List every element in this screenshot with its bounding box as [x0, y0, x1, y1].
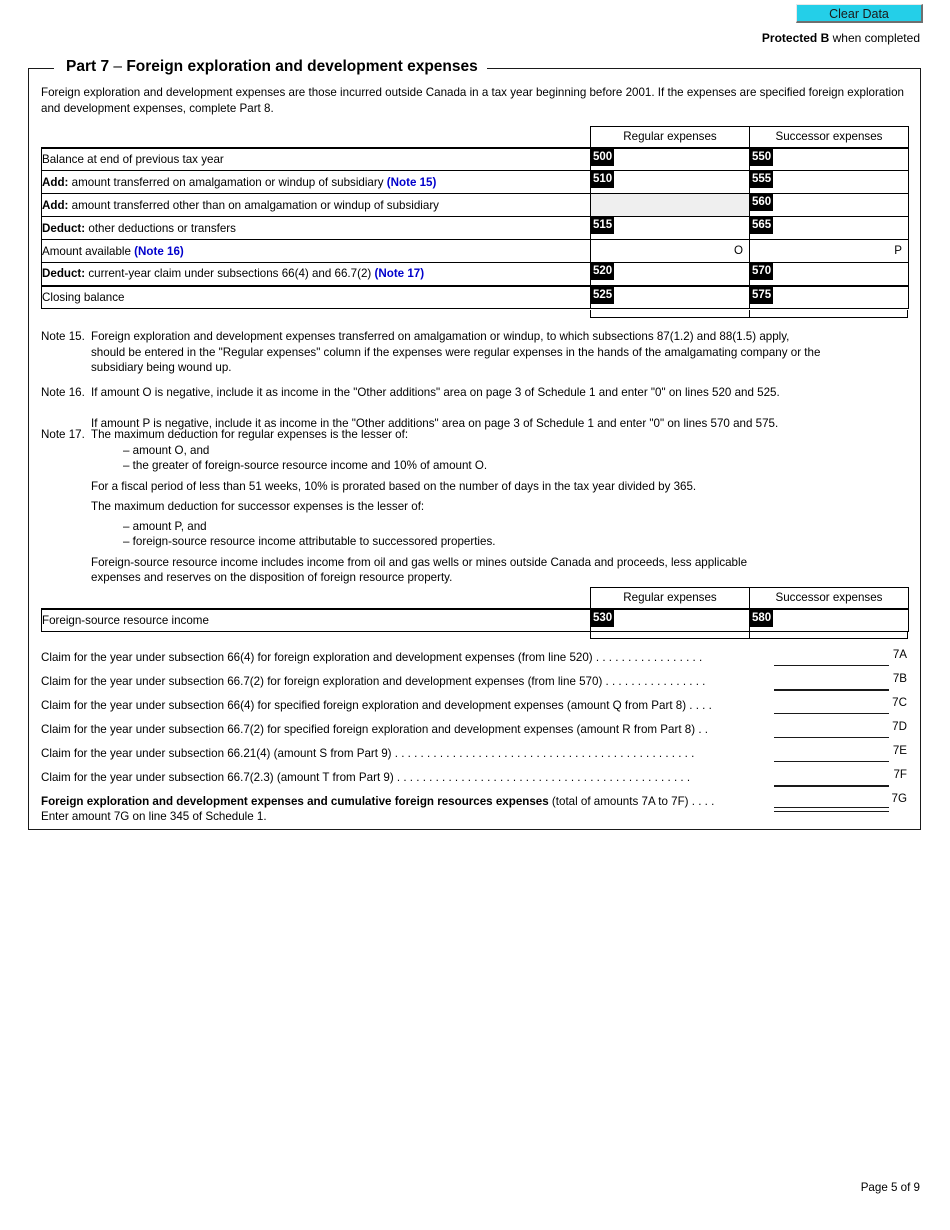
amount-letter-O: O [733, 244, 743, 257]
note-17-bullet-1: – amount O, and [123, 443, 210, 457]
claim-line-7B [41, 672, 907, 699]
claim-line-7D [41, 720, 907, 747]
row-label-text: amount transferred on amalgamation or windup of subsidiary [68, 175, 387, 189]
claim-code-7D: 7D [892, 720, 907, 733]
claim-label: Claim for the year under subsection 66.7(2.3) (amount T from Part 9) [41, 771, 394, 784]
note-17-body [91, 427, 911, 586]
claim-amount-input-7C[interactable] [774, 713, 889, 714]
claim-text [41, 651, 702, 664]
table-row [42, 194, 909, 217]
note-17-line-1: The maximum deduction for regular expenses is the lesser of: [91, 428, 409, 441]
line-code-520: 520 [591, 263, 614, 280]
line-code-565: 565 [750, 217, 773, 234]
amount-field-525[interactable] [591, 286, 750, 309]
table-row [42, 148, 909, 171]
foreign-source-income-table [41, 587, 909, 632]
note-15-line-1: Foreign exploration and development expenses transferred on amalgamation or windup, to which subsections 87(1.2) and 88(1.5) apply, [91, 330, 790, 343]
amount-field-530[interactable] [591, 609, 750, 632]
note-17-bullet-4: – foreign-source resource income attributable to successored properties. [123, 535, 496, 548]
amount-field-565[interactable] [750, 217, 909, 240]
claim-dots: . . . . [686, 699, 712, 712]
claim-label: Claim for the year under subsection 66.21(4) (amount S from Part 9) [41, 747, 392, 760]
row-label-prefix: Add: [42, 175, 69, 189]
line-code-580: 580 [750, 610, 773, 627]
table-row [42, 240, 909, 263]
note-16-line-1: If amount O is negative, include it as income in the "Other additions" area on page 3 of Schedule 1 and enter "0" on lines 520 and 525. [91, 386, 780, 399]
line-code-560: 560 [750, 194, 773, 211]
claim-dots: . . . . . . . . . . . . . . . . . . . . . . . . . . . . . . . . . . . . . . . . . . . . . . . [391, 747, 695, 760]
claim-amount-input-7B[interactable] [774, 689, 889, 691]
note-16-body [91, 385, 911, 432]
note-15-body [91, 329, 911, 376]
claim-dots: . . . . . . . . . . . . . . . . [602, 675, 706, 688]
protected-b-label: Protected B [761, 31, 830, 45]
claim-code-7C: 7C [892, 696, 907, 709]
note-17-bullet-2: – the greater of foreign-source resource income and 10% of amount O. [123, 459, 488, 472]
income-table-shadow [590, 631, 908, 639]
table-row [42, 217, 909, 240]
row-label-text: amount transferred other than on amalgamation or windup of subsidiary [68, 198, 439, 212]
row-label-text: other deductions or transfers [85, 221, 236, 235]
row-label-foreign-source-income [42, 609, 591, 632]
note-link-16[interactable]: (Note 16) [134, 244, 184, 258]
expenses-table-shadow [590, 310, 908, 318]
claim-text [41, 771, 690, 784]
claim-label-rest: (total of amounts 7A to 7F) [548, 795, 689, 808]
row-label-deduct-other [42, 217, 591, 240]
row-label-prefix: Add: [42, 198, 69, 212]
amount-field-575[interactable] [750, 286, 909, 309]
note-15-line-3: subsidiary being wound up. [91, 361, 232, 374]
part-7-intro: Foreign exploration and development expenses are those incurred outside Canada in a tax year beginning before 2001. If the expenses are specified foreign exploration and development expenses, complete Part 8. [41, 86, 905, 115]
line-code-510: 510 [591, 171, 614, 188]
note-17-line-5: expenses and reserves on the disposition of foreign resource property. [91, 571, 453, 584]
amount-letter-P: P [894, 244, 902, 257]
amount-field-O [591, 240, 750, 263]
income-header-spacer [42, 588, 591, 609]
claim-code-7B: 7B [892, 672, 907, 685]
claim-dots: . . . . [688, 795, 715, 808]
note-16-label: Note 16. [41, 386, 85, 399]
claim-amount-input-7G[interactable] [774, 807, 889, 812]
claim-line-7F [41, 768, 907, 795]
claim-code-7F: 7F [893, 768, 907, 781]
amount-field-515[interactable] [591, 217, 750, 240]
note-17-line-4: Foreign-source resource income includes income from oil and gas wells or mines outside Canada and proceeds, less applicable [91, 555, 748, 569]
amount-field-560[interactable] [750, 194, 909, 217]
claim-7G-instruction: Enter amount 7G on line 345 of Schedule 1. [41, 810, 267, 823]
table-header-row [42, 127, 909, 148]
claim-code-7E: 7E [892, 744, 907, 757]
note-link-15[interactable]: (Note 15) [386, 175, 437, 189]
line-code-530: 530 [591, 610, 614, 627]
line-code-525: 525 [591, 287, 614, 304]
note-17-line-2: For a fiscal period of less than 51 weeks, 10% is prorated based on the number of days in the tax year divided by 365. [91, 479, 697, 493]
income-column-header-successor: Successor expenses [750, 588, 909, 609]
claim-code-7A: 7A [892, 648, 907, 661]
claim-line-7G-total [41, 792, 907, 831]
expenses-table [41, 126, 909, 309]
amount-field-550[interactable] [750, 148, 909, 171]
shadow-divider [749, 631, 750, 638]
note-16-gap [91, 401, 911, 417]
claim-text [41, 795, 714, 808]
table-row [42, 171, 909, 194]
claim-line-7E [41, 744, 907, 771]
protected-b-notice [762, 31, 920, 45]
note-15-label: Note 15. [41, 330, 85, 343]
table-row [42, 286, 909, 309]
amount-field-570[interactable] [750, 263, 909, 286]
header-spacer [42, 127, 591, 148]
claim-line-7A [41, 648, 907, 675]
income-column-header-regular: Regular expenses [591, 588, 750, 609]
part-title-dash: – [113, 58, 123, 75]
part-title-text: Foreign exploration and development expenses [122, 58, 478, 75]
claim-text [41, 675, 705, 688]
row-label-add-other [42, 194, 591, 217]
note-17-label: Note 17. [41, 428, 85, 441]
amount-field-P [750, 240, 909, 263]
row-label-amount-available [42, 240, 591, 263]
row-label-text: Amount available [42, 244, 135, 258]
claim-code-7G: 7G [891, 792, 907, 805]
row-label-text: Balance at end of previous tax year [42, 152, 224, 166]
line-code-550: 550 [750, 149, 773, 166]
row-label-closing-balance [42, 286, 591, 309]
amount-field-555[interactable] [750, 171, 909, 194]
claim-text [41, 723, 708, 736]
row-label-text: Foreign-source resource income [42, 613, 209, 627]
row-label-deduct-current-year [42, 263, 591, 286]
clear-data-button[interactable]: Clear Data [796, 4, 923, 23]
note-17 [41, 427, 911, 586]
part-number: Part 7 [66, 58, 114, 75]
claim-label: Claim for the year under subsection 66.7(2) for foreign exploration and development expenses (from line 570) [41, 675, 603, 688]
part-7-title [62, 58, 482, 76]
note-15 [41, 329, 911, 376]
line-code-500: 500 [591, 149, 614, 166]
claim-dots: . . . . . . . . . . . . . . . . . . . . . . . . . . . . . . . . . . . . . . . . . . . . . . [393, 771, 691, 784]
protected-b-suffix: when completed [829, 31, 920, 45]
claim-label: Claim for the year under subsection 66(4) for foreign exploration and development expenses (from line 520) [41, 651, 593, 664]
row-label-prefix: Deduct: [42, 267, 86, 281]
amount-field-520[interactable] [591, 263, 750, 286]
row-label-add-amalgamation [42, 171, 591, 194]
claim-label-bold: Foreign exploration and development expenses and cumulative foreign resources expenses [41, 795, 549, 808]
row-label-text: Closing balance [42, 290, 125, 304]
note-15-line-2: should be entered in the "Regular expenses" column if the expenses were regular expenses in the hands of the amalgamating company or the [91, 345, 821, 359]
shadow-divider [749, 310, 750, 317]
line-code-570: 570 [750, 263, 773, 280]
amount-field-regular-disabled [591, 194, 750, 217]
note-16-line-2: If amount P is negative, include it as income in the "Other additions" area on page 3 of Schedule 1 and enter "0" on lines 570 and 575. [91, 417, 779, 430]
row-label-balance-previous [42, 148, 591, 171]
claim-text [41, 699, 712, 712]
column-header-successor: Successor expenses [750, 127, 909, 148]
claim-dots: . . [695, 723, 708, 736]
row-label-text: current-year claim under subsections 66(4) and 66.7(2) [85, 267, 375, 281]
note-link-17[interactable]: (Note 17) [374, 267, 425, 281]
claim-text [41, 747, 694, 760]
income-table-row [42, 609, 909, 632]
note-17-bullet-3: – amount P, and [123, 519, 207, 533]
claim-label: Claim for the year under subsection 66.7(2) for specified foreign exploration and development expenses (amount R from Part 8) [41, 723, 696, 736]
line-code-575: 575 [750, 287, 773, 304]
income-table-header-row [42, 588, 909, 609]
claim-amount-input-7D[interactable] [774, 737, 889, 738]
amount-field-510[interactable] [591, 171, 750, 194]
column-header-regular: Regular expenses [591, 127, 750, 148]
amount-field-580[interactable] [750, 609, 909, 632]
amount-field-500[interactable] [591, 148, 750, 171]
claim-amount-input-7E[interactable] [774, 761, 889, 762]
claim-dots: . . . . . . . . . . . . . . . . . [592, 651, 703, 664]
claim-amount-input-7F[interactable] [774, 785, 889, 787]
row-label-prefix: Deduct: [42, 221, 86, 235]
line-code-515: 515 [591, 217, 614, 234]
claim-label: Claim for the year under subsection 66(4) for specified foreign exploration and development expenses (amount Q from Part 8) [41, 699, 687, 712]
note-17-line-3: The maximum deduction for successor expenses is the lesser of: [91, 500, 425, 513]
page-number: Page 5 of 9 [860, 1181, 920, 1194]
claim-amount-input-7A[interactable] [774, 665, 889, 666]
note-16 [41, 385, 911, 432]
line-code-555: 555 [750, 171, 773, 188]
claim-line-7C [41, 696, 907, 723]
table-row [42, 263, 909, 286]
